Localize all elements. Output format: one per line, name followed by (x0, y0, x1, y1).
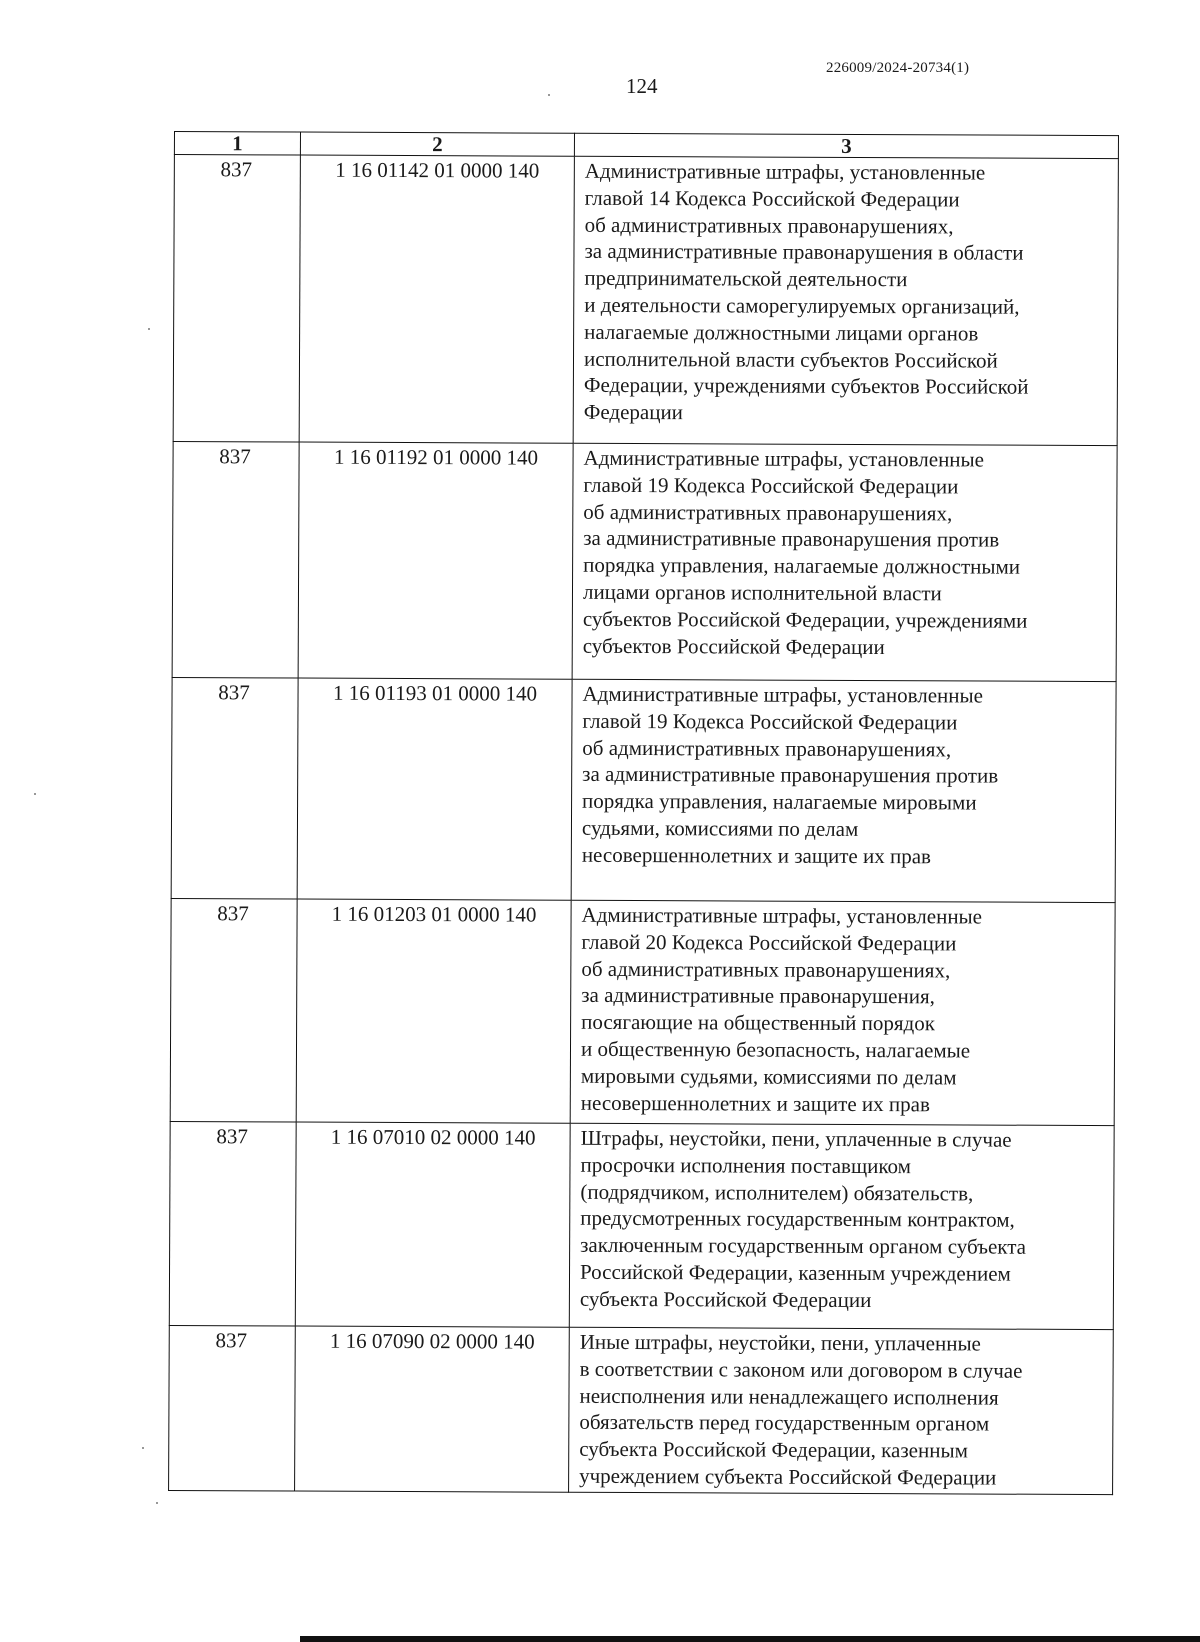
budget-classification-code-cell: 1 16 01142 01 0000 140 (299, 155, 574, 443)
revenue-description-cell (569, 1327, 1114, 1494)
description-line: несовершеннолетних и защите их прав (581, 842, 932, 869)
page-number: 124 (626, 74, 658, 98)
description-line: Административные штрафы, установленные (581, 902, 983, 929)
description-line: порядка управления, налагаемые должностными (583, 552, 1021, 579)
description-line: главой 19 Кодекса Российской Федерации (582, 708, 958, 735)
description-line: учреждением субъекта Российской Федерации (579, 1463, 997, 1490)
revenue-description-cell (573, 156, 1118, 445)
table-row (172, 441, 1117, 681)
description-line: Иные штрафы, неустойки, пени, уплаченные (579, 1329, 981, 1356)
revenue-codes-table (168, 131, 1119, 1495)
admin-code-cell: 837 (172, 441, 299, 678)
column-header-1: 1 (174, 132, 300, 156)
revenue-description-cell (570, 900, 1115, 1125)
description-line: и общественную безопасность, налагаемые (580, 1036, 971, 1063)
description-line: Федерации (583, 399, 684, 425)
table-row (173, 155, 1118, 446)
table-row (169, 1121, 1114, 1329)
description-line: (подрядчиком, исполнителем) обязательств, (580, 1179, 974, 1206)
revenue-description-cell (571, 679, 1116, 902)
scan-speck (548, 94, 550, 96)
description-line: об административных правонарушениях, (581, 956, 951, 982)
description-line: об административных правонарушениях, (583, 499, 953, 525)
description-line: субъектов Российской Федерации (582, 633, 885, 659)
scan-speck (148, 328, 150, 330)
table-row (169, 1325, 1114, 1494)
budget-classification-code-cell: 1 16 01193 01 0000 140 (297, 678, 572, 900)
scan-speck (156, 1502, 158, 1504)
scan-edge-bar (300, 1636, 1200, 1642)
description-line: заключенным государственным органом субъекта (580, 1232, 1027, 1259)
column-header-2: 2 (300, 132, 574, 156)
scan-speck (142, 1447, 144, 1449)
table-body (169, 155, 1119, 1495)
description-line: за административные правонарушения против (583, 526, 1000, 552)
description-line: просрочки исполнения поставщиком (580, 1152, 911, 1179)
description-line: об административных правонарушениях, (584, 212, 954, 238)
description-line: об административных правонарушениях, (582, 735, 952, 761)
admin-code-cell: 837 (173, 155, 300, 443)
description-line: за административные правонарушения, (581, 983, 935, 1009)
budget-classification-code-cell: 1 16 07090 02 0000 140 (295, 1326, 570, 1492)
description-line: главой 20 Кодекса Российской Федерации (581, 929, 957, 956)
description-line: за административные правонарушения в области (584, 239, 1024, 266)
description-line: за административные правонарушения против (582, 762, 999, 788)
description-line: субъекта Российской Федерации (579, 1286, 872, 1312)
description-line: Административные штрафы, установленные (583, 445, 985, 472)
description-line: предпринимательской деятельности (584, 265, 908, 292)
budget-classification-code-cell: 1 16 07010 02 0000 140 (295, 1122, 570, 1327)
revenue-description-cell (569, 1123, 1114, 1329)
admin-code-cell: 837 (171, 677, 298, 899)
admin-code-cell: 837 (170, 898, 297, 1122)
document-id: 226009/2024-20734(1) (826, 60, 970, 76)
scan-speck (34, 793, 36, 795)
column-header-3: 3 (574, 133, 1118, 158)
description-line: главой 14 Кодекса Российской Федерации (584, 185, 960, 212)
description-line: посягающие на общественный порядок (581, 1009, 935, 1036)
description-line: в соответствии с законом или договором в случае (579, 1356, 1023, 1383)
description-line: субъектов Российской Федерации, учреждениями (582, 606, 1028, 633)
description-line: налагаемые должностными лицами органов (584, 319, 979, 346)
description-line: и деятельности саморегулируемых организаций, (584, 292, 1020, 319)
description-line: Российской Федерации, казенным учреждением (579, 1259, 1011, 1286)
admin-code-cell: 837 (169, 1325, 296, 1491)
description-line: предусмотренных государственным контрактом, (580, 1206, 1015, 1233)
description-line: судьями, комиссиями по делам (581, 815, 859, 841)
admin-code-cell: 837 (169, 1121, 296, 1326)
budget-classification-code-cell: 1 16 01192 01 0000 140 (298, 442, 573, 679)
description-line: лицами органов исполнительной власти (582, 579, 942, 606)
budget-classification-code-cell: 1 16 01203 01 0000 140 (296, 899, 571, 1123)
revenue-description-cell (572, 443, 1117, 681)
description-line: Административные штрафы, установленные (582, 681, 984, 708)
description-line: неисполнения или ненадлежащего исполнения (579, 1383, 999, 1410)
table-row (170, 898, 1115, 1125)
description-line: субъекта Российской Федерации, казенным (579, 1436, 968, 1463)
description-line: мировыми судьями, комиссиями по делам (580, 1063, 957, 1090)
description-line: Административные штрафы, установленные (584, 158, 986, 185)
description-line: исполнительной власти субъектов Российской (583, 346, 998, 373)
description-line: несовершеннолетних и защите их прав (580, 1090, 930, 1116)
table-row (171, 677, 1116, 902)
description-line: главой 19 Кодекса Российской Федерации (583, 472, 959, 499)
description-line: Федерации, учреждениями субъектов Российской (583, 373, 1029, 400)
description-line: Штрафы, неустойки, пени, уплаченные в случае (580, 1125, 1012, 1152)
description-line: порядка управления, налагаемые мировыми (582, 788, 977, 815)
description-line: обязательств перед государственным органом (579, 1410, 990, 1436)
